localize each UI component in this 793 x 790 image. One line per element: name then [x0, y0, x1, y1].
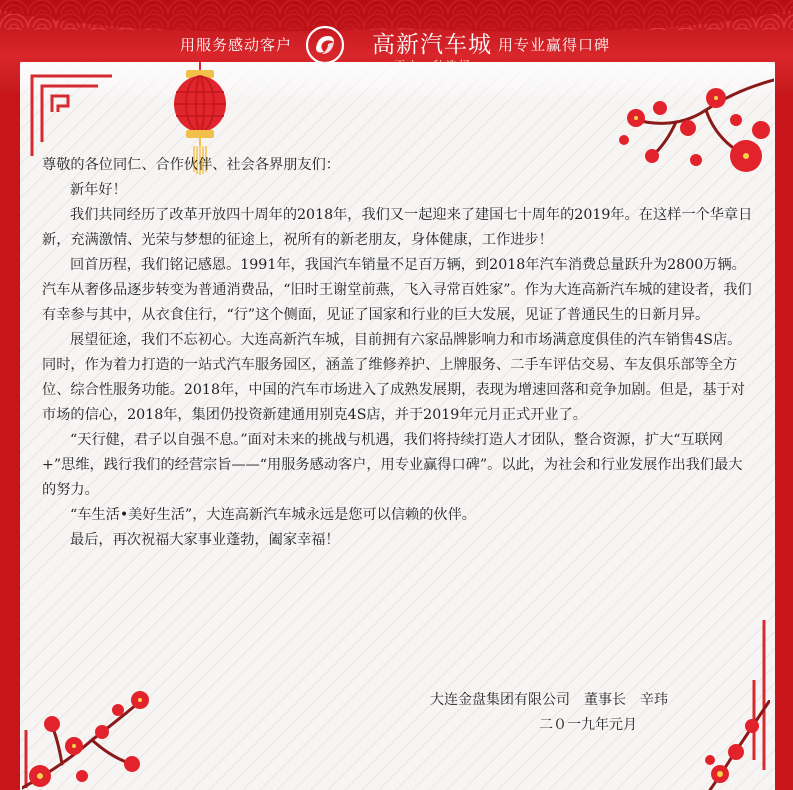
letter-paragraph: “车生活•美好生活”，大连高新汽车城永远是您可以信赖的伙伴。 — [70, 507, 476, 523]
letter-paragraph: “天行健，君子以自强不息。”面对未来的挑战与机遇，我们将持续打造人才团队，整合资源，扩大“互联网+”思维，践行我们的经营宗旨——“用服务感动客户，用专业赢得口碑”。以此，为社会和行业发展作出我们最大的努力。 — [42, 432, 743, 498]
swirl-logo-icon — [304, 24, 346, 66]
brand-title: 高新汽车城 — [372, 32, 492, 58]
letter-signature: 大连金盘集团有限公司 董事长 辛玮 — [430, 692, 668, 708]
letter-date: 二０一九年元月 — [539, 717, 637, 733]
plum-blossom-icon — [22, 680, 172, 790]
letter-paragraph: 回首历程，我们铭记感恩。1991年，我国汽车销量不足百万辆，到2018年汽车消费总量跃升为2800万辆。汽车从奢侈品逐步转变为普通消费品，“旧时王谢堂前燕，飞入寻常百姓家”。作为大连高新汽车城的建设者，我们有幸参与其中，从衣食住行，“行”这个侧面，见证了国家和行业的巨大发展，见证了普通民生的日新月异。 — [42, 257, 752, 323]
letter-paragraph: 新年好！ — [70, 182, 127, 198]
letter-greeting: 尊敬的各位同仁、合作伙伴、社会各界朋友们： — [42, 157, 340, 173]
plum-blossom-icon — [690, 700, 770, 790]
slogan-left: 用服务感动客户 — [180, 36, 293, 54]
corner-frame-top-left-icon — [28, 72, 118, 162]
letter-body — [42, 153, 754, 553]
slogan-right: 用专业赢得口碑 — [498, 36, 611, 54]
letter-paragraph: 我们共同经历了改革开放四十周年的2018年，我们又一起迎来了建国七十周年的2019年。在这样一个华章日新，充满激情、光荣与梦想的征途上，祝所有的新老朋友，身体健康，工作进步！ — [42, 207, 753, 248]
letter-paragraph: 最后，再次祝福大家事业蓬勃，阖家幸福！ — [70, 532, 340, 548]
letter-paragraph: 展望征途，我们不忘初心。大连高新汽车城，目前拥有六家品牌影响力和市场满意度俱佳的汽车销售4S店。同时，作为着力打造的一站式汽车服务园区，涵盖了维修养护、上牌服务、二手车评估交易、车友俱乐部等全方位、综合性服务功能。2018年，中国的汽车市场进入了成熟发展期，表现为增速回落和竞争加剧。但是，基于对市场的信心，2018年，集团仍投资新建通用别克4S店，并于2019年元月正式开业了。 — [42, 332, 745, 423]
